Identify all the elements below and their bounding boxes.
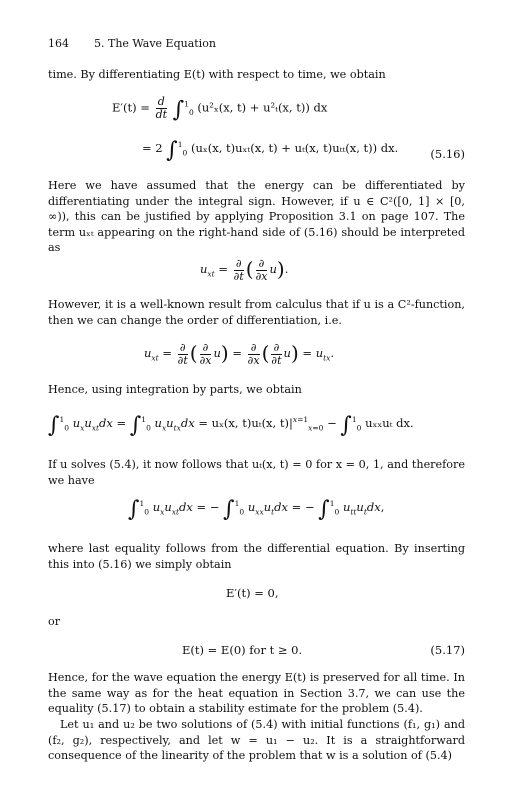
eq-line2-body: (uₓ(x, t)uₓₜ(x, t) + uₜ(x, t)uₜₜ(x, t)) dx.: [190, 141, 399, 155]
equation-energy-conservation: E(t) = E(0) for t ≥ 0.: [182, 643, 303, 657]
boundary-term: uₓ(x, t)uₜ(x, t)|: [211, 416, 293, 430]
integral-sign: ∫: [166, 138, 178, 163]
paragraph-c2-function: However, it is a well-known result from calculus that if u is a C²-function, then we can change the order of differentiation, i.e.: [48, 298, 465, 327]
connector-or: or: [48, 615, 61, 628]
equation-uxt-definition: $u_{xt}$ = $\frac{\partial}{\partial t}$ ( $\frac{\partial}{\partial x}$ u).: [200, 256, 289, 283]
integral-sign: ∫: [172, 97, 185, 123]
eq-lhs: E′(t) =: [112, 100, 150, 115]
d-dt-fraction: $\frac{d}{dt}$: [155, 95, 168, 121]
paragraph-boundary-conditions: If u solves (5.4), it now follows that uₜ(x, t) = 0 for x = 0, 1, and therefore we have: [48, 458, 465, 487]
paragraph-inserting: where last equality follows from the differential equation. By inserting this into (5.16) we simply obtain: [48, 542, 465, 571]
equation-integral-identity: ∫$^1_0$ $u_xu_{xt}dx$ = − ∫$^1_0$ $u_{xx}u_tdx$ = − ∫$^1_0$ $u_{tt}u_tdx$,: [128, 497, 385, 522]
equation-energy-derivative-line1: E′(t) = $\frac{d}{dt}$ ∫$^1_0$ (u²ₓ(x, t) + u²ₜ(x, t)) dx: [112, 95, 328, 123]
paragraph-assumption: Here we have assumed that the energy can be differentiated by differentiating under the integral sign. However, if u ∈ C²([0, 1] × [0, ∞)), this can be justified by applying Proposition 3.1 on page 107. The term uₓₜ appearing on the right-hand side of (5.16) should be interpreted as: [48, 179, 465, 255]
equation-number-516: (5.16): [430, 147, 465, 161]
page-number: 164: [48, 37, 69, 50]
paragraph-intro: time. By differentiating E(t) with respect to time, we obtain: [48, 68, 386, 81]
paragraph-two-solutions: Let u₁ and u₂ be two solutions of (5.4) with initial functions (f₁, g₁) and (f₂, g₂), respectively, and let w = u₁ − u₂. It is a straightforward consequence of the linearity of the problem that w is a solution of (5.4): [48, 718, 465, 763]
paragraph-energy-preserved: Hence, for the wave equation the energy E(t) is preserved for all time. In the same way as for the heat equation in Section 3.7, we can use the equality (5.17) to obtain a stability estimate for the problem (5.4).: [48, 671, 465, 716]
running-header: [48, 37, 216, 50]
chapter-title: 5. The Wave Equation: [94, 37, 216, 50]
equation-energy-zero: E′(t) = 0,: [226, 586, 279, 600]
equation-mixed-derivatives: $u_{xt}$ = $\frac{\partial}{\partial t}$ ( $\frac{\partial}{\partial x}$ u) = $\frac{\partial}{\partial x}$ ( $\frac{\partial}{\partial t}$ $u) = u_{tx}$.: [144, 340, 335, 367]
remaining-integral: uₓₓuₜ dx.: [365, 416, 414, 430]
equation-number-517: (5.17): [430, 643, 465, 657]
equation-integration-by-parts: ∫$^1_0$ $u_xu_{xt}dx = \int^1_0$ $u_xu_{tx}dx = u_x(x$, t)uₜ(x, $t)|^{x=1}_{x=0} - \int^1_0$ uₓₓuₜ dx.: [48, 413, 414, 438]
eq-line1-body: (u²ₓ(x, t) + u²ₜ(x, t)) dx: [197, 100, 328, 115]
equation-energy-derivative-line2: = 2 ∫$^1_0$ (uₓ(x, t)uₓₜ(x, t) + uₜ(x, t)uₜₜ(x, t)) dx.: [142, 138, 399, 163]
paragraph-integration-by-parts: Hence, using integration by parts, we obtain: [48, 383, 302, 396]
